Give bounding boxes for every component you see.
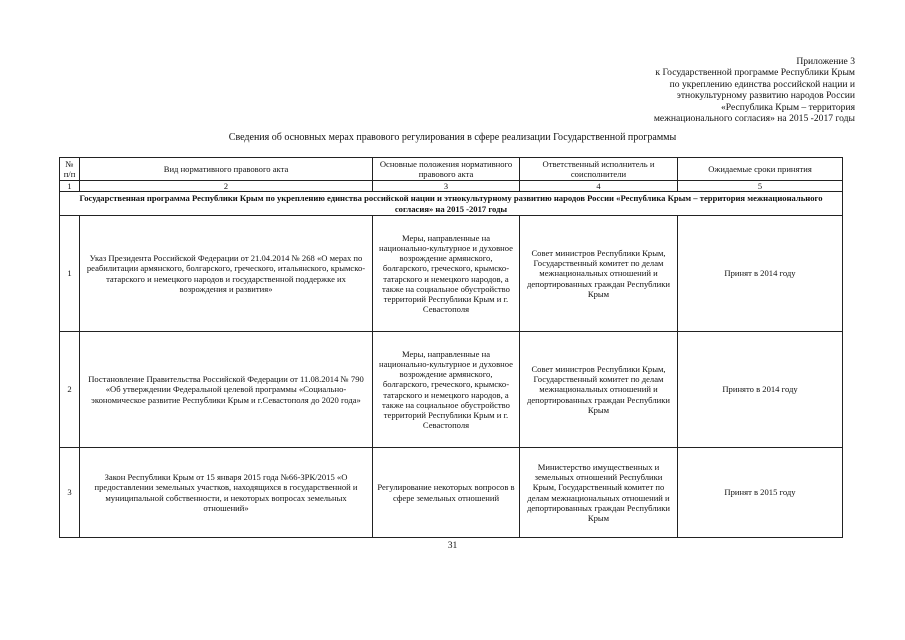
row-deadline: Принято в 2014 году (678, 332, 843, 448)
appendix-line: «Республика Крым – территория (721, 101, 855, 113)
row-executor: Совет министров Республики Крым, Государственный комитет по делам межнациональных отношений и депортированных граждан Республики Крым (520, 332, 678, 448)
row-provisions: Меры, направленные на национально-культурное и духовное возрождение армянского, болгарского, греческого, крымско-татарского и немецкого народов, а также на социальное обустройство территорий Республики Крым и г. Севастополя (373, 216, 520, 332)
document-heading: Сведения об основных мерах правового регулирования в сфере реализации Государственной программы (228, 132, 677, 143)
row-act: Указ Президента Российской Федерации от 21.04.2014 № 268 «О мерах по реабилитации армянского, болгарского, греческого, итальянского, крымско-татарского и немецкого народов и государственной поддержке их возрождения и развития» (80, 216, 373, 332)
column-number: 5 (678, 181, 843, 192)
column-number: 4 (520, 181, 678, 192)
row-num: 3 (60, 448, 80, 538)
appendix-line: по укреплению единства российской нации и (669, 78, 855, 90)
appendix-line: к Государственной программе Республики Крым (655, 67, 855, 79)
header-num: № п/п (60, 158, 80, 181)
regulation-table (59, 157, 843, 538)
appendix-line: межнационального согласия» на 2015 -2017 годы (653, 113, 855, 125)
row-executor: Совет министров Республики Крым, Государственный комитет по делам межнациональных отношений и депортированных граждан Республики Крым (520, 216, 678, 332)
appendix-line: этнокультурному развитию народов России (676, 90, 855, 102)
column-number: 1 (60, 181, 80, 192)
appendix-line: Приложение 3 (796, 56, 855, 67)
row-provisions: Меры, направленные на национально-культурное и духовное возрождение армянского, болгарского, греческого, крымско-татарского и немецкого народов, а также на социальное обустройство территорий Республики Крым и г. Севастополя (373, 332, 520, 448)
row-deadline: Принят в 2015 году (678, 448, 843, 538)
header-act-type: Вид нормативного правового акта (80, 158, 373, 181)
row-act: Закон Республики Крым от 15 января 2015 года №66-ЗРК/2015 «О предоставлении земельных участков, находящихся в государственной и муниципальной собственности, и некоторых вопросах земельных отношений» (80, 448, 373, 538)
table-row (60, 216, 843, 332)
table-header-row (60, 158, 843, 181)
row-provisions: Регулирование некоторых вопросов в сфере земельных отношений (373, 448, 520, 538)
header-executor: Ответственный исполнитель и соисполнители (520, 158, 678, 181)
column-number-row (60, 181, 843, 192)
table-row (60, 448, 843, 538)
program-title-row (60, 192, 843, 216)
column-number: 3 (373, 181, 520, 192)
row-act: Постановление Правительства Российской Федерации от 11.08.2014 № 790 «Об утверждении Федеральной целевой программы «Социально-экономическое развитие Республики Крым и г.Севастополя до 2020 года» (80, 332, 373, 448)
row-num: 2 (60, 332, 80, 448)
header-deadline: Ожидаемые сроки принятия (678, 158, 843, 181)
column-number: 2 (80, 181, 373, 192)
row-deadline: Принят в 2014 году (678, 216, 843, 332)
row-executor: Министерство имущественных и земельных отношений Республики Крым, Государственный комитет по делам межнациональных отношений и депортированных граждан Республики Крым (520, 448, 678, 538)
table-row (60, 332, 843, 448)
row-num: 1 (60, 216, 80, 332)
program-title: Государственная программа Республики Крым по укреплению единства российской нации и этнокультурному развитию народов России «Республика Крым – территория межнационального согласия» на 2015 -2017 годы (60, 192, 843, 216)
page-number: 31 (447, 540, 458, 551)
appendix-header (654, 56, 855, 124)
header-provisions: Основные положения нормативного правового акта (373, 158, 520, 181)
